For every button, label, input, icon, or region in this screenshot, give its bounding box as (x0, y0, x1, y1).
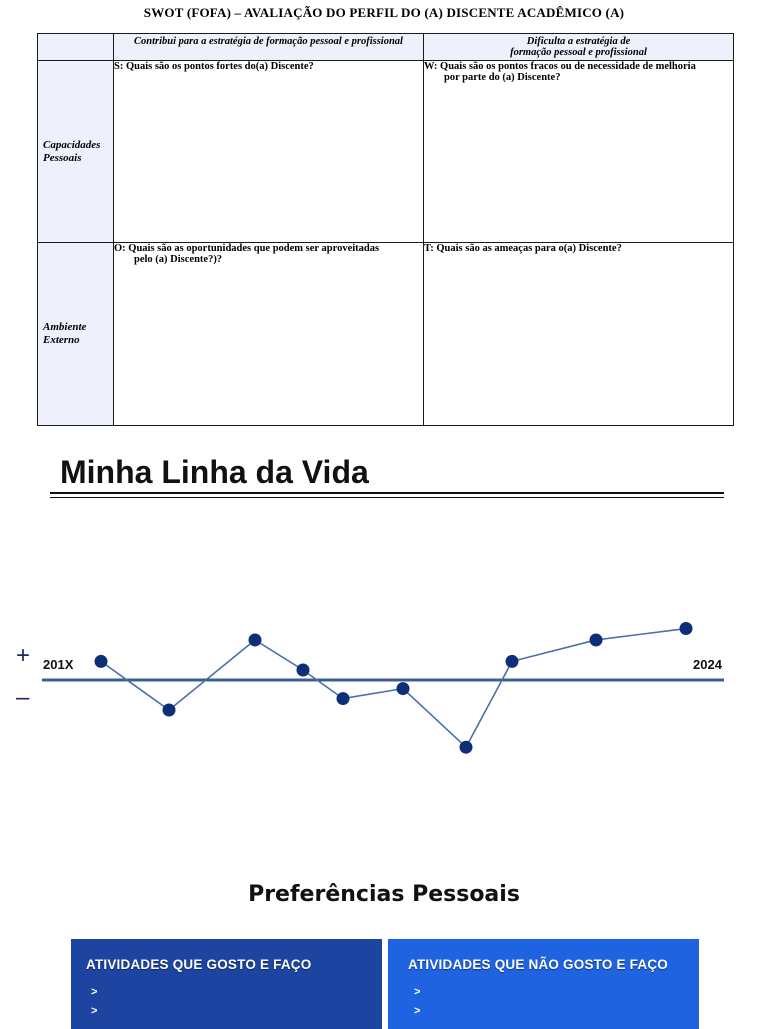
cell-weaknesses[interactable] (424, 61, 734, 243)
swot-header-contribui (114, 34, 424, 61)
weaknesses-question-line2: por parte do (a) Discente? (444, 72, 561, 83)
lifeline-point-2 (163, 704, 176, 717)
threats-question: T: Quais são as ameaças para o(a) Discente? (424, 243, 622, 254)
end-year-label: 2024 (693, 657, 722, 672)
lifeline-point-6 (397, 682, 410, 695)
weaknesses-question-line1: W: Quais são os pontos fracos ou de necessidade de melhoria (424, 61, 696, 72)
lifeline-title: Minha Linha da Vida (60, 454, 369, 490)
lifeline-path (101, 629, 686, 748)
strengths-question: S: Quais são os pontos fortes do(a) Discente? (114, 61, 314, 72)
header-dificulta-line2: formação pessoal e profissional (510, 47, 647, 58)
disliked-activities-title: ATIVIDADES QUE NÃO GOSTO E FAÇO (408, 957, 668, 972)
title-rule-thick (50, 492, 724, 494)
start-year-label: 201X (43, 657, 74, 672)
lifeline-points (95, 622, 693, 754)
disliked-activities-box[interactable] (388, 939, 699, 1029)
lifeline-point-3 (249, 633, 262, 646)
cell-opportunities[interactable] (114, 243, 424, 426)
disliked-bullet-2: > (414, 1005, 421, 1017)
swot-corner-cell (38, 34, 114, 61)
preferences-title: Preferências Pessoais (248, 882, 520, 907)
opportunities-question-line1: O: Quais são as oportunidades que podem ser aproveitadas (114, 243, 380, 254)
lifeline-point-4 (297, 663, 310, 676)
lifeline-point-5 (337, 692, 350, 705)
liked-activities-box[interactable] (71, 939, 382, 1029)
swot-title: SWOT (FOFA) – AVALIAÇÃO DO PERFIL DO (A) DISCENTE ACADÊMICO (A) (143, 5, 625, 20)
disliked-bullet-1: > (414, 986, 421, 998)
title-rule-thin (50, 497, 724, 498)
header-dificulta-line1: Dificulta a estratégia de (526, 36, 631, 47)
lifeline-chart (0, 560, 768, 840)
plus-sign: + (16, 642, 31, 669)
lifeline-point-8 (506, 655, 519, 668)
lifeline-point-10 (680, 622, 693, 635)
header-contribui-text: Contribui para a estratégia de formação pessoal e profissional (134, 36, 403, 47)
liked-activities-title: ATIVIDADES QUE GOSTO E FAÇO (86, 957, 312, 972)
opportunities-question-line2: pelo (a) Discente?)? (134, 254, 223, 265)
cell-strengths[interactable] (114, 61, 424, 243)
liked-bullet-1: > (91, 986, 98, 998)
swot-table (37, 33, 734, 426)
swot-header-dificulta (424, 34, 734, 61)
lifeline-point-1 (95, 655, 108, 668)
minus-sign: – (16, 684, 30, 711)
lifeline-point-7 (460, 741, 473, 754)
row-label-capacidades: Capacidades Pessoais (38, 61, 114, 243)
row-label-ambiente: Ambiente Externo (38, 243, 114, 426)
cell-threats[interactable] (424, 243, 734, 426)
liked-bullet-2: > (91, 1005, 98, 1017)
lifeline-point-9 (590, 633, 603, 646)
